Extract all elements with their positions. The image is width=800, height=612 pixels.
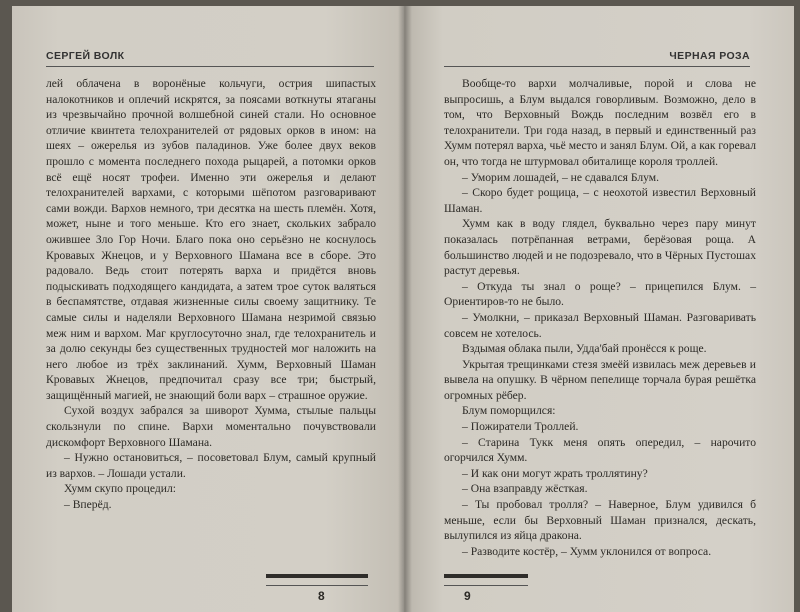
paragraph: – Скоро будет рощица, – с неохотой известил Верховный Шаман. <box>444 186 756 215</box>
paragraph: – Разводите костёр, – Хумм уклонился от вопроса. <box>462 544 712 558</box>
paragraph: Сухой воздух забрался за шиворот Хумма, стылые пальцы скользнули по спине. Вархи моментально почувствовали дискомфорт Верховного Шамана. <box>46 404 376 449</box>
paragraph: Вздымая облака пыли, Удда'бай пронёсся к роще. <box>462 342 707 356</box>
left-page <box>12 6 404 612</box>
paragraph: Укрытая трещинками стезя змеёй извилась меж деревьев и вывела на опушку. В чёрном пепелище торчала бурая решётка огромных рёбер. <box>444 357 756 402</box>
paragraph: Хумм скупо процедил: <box>64 482 176 496</box>
right-page <box>404 6 794 612</box>
footer-bar <box>266 574 368 578</box>
footer-rule <box>444 585 528 586</box>
book-gutter <box>398 6 412 612</box>
paragraph: – Она взаправду жёсткая. <box>462 482 588 496</box>
page-number: 8 <box>318 589 325 603</box>
paragraph: Блум поморщился: <box>462 404 556 418</box>
footer-rule <box>266 585 368 586</box>
page-number: 9 <box>464 589 471 603</box>
paragraph: Вообще-то вархи молчаливые, порой и слова не выпросишь, а Блум выдался говорливым. Возможно, дело в том, что Верховный Вождь последним возвёл его в телохранители. Три года назад, в первый и единственный раз Хумм потерял варха, чьё место и занял Блум. Ой, а как горевал он, что тогда не штурмовал обиталище короля троллей. <box>444 77 756 168</box>
running-header-author: СЕРГЕЙ ВОЛК <box>46 50 125 62</box>
paragraph: – И как они могут жрать троллятину? <box>462 466 648 480</box>
paragraph: – Нужно остановиться, – посоветовал Блум, самый крупный из вархов. – Лошади устали. <box>46 451 376 480</box>
paragraph: – Уморим лошадей, – не сдавался Блум. <box>462 170 659 184</box>
header-rule <box>46 66 374 67</box>
paragraph: Хумм как в воду глядел, буквально через пару минут показалась потрёпанная ветрами, берёзовая роща. А большинство людей и не подозревало, что в Чёрных Пустошах растут деревья. <box>444 217 756 278</box>
header-rule <box>444 66 750 67</box>
right-page-text <box>444 76 756 559</box>
paragraph: – Откуда ты знал о роще? – прицепился Блум. – Ориентиров-то не было. <box>444 279 756 309</box>
paragraph: – Вперёд. <box>64 498 112 512</box>
footer-bar <box>444 574 528 578</box>
paragraph: – Пожиратели Троллей. <box>462 420 579 434</box>
paragraph: лей облачена в воронёные кольчуги, острия шипастых налокотников и оплечий искрятся, за поясами воткнуты ятаганы из чрезвычайно прочной волшебной синей стали. Но основное отличие квинтета телохранителей от рядовых орков в ином: на шеях – ожерелья из зубов паладинов. Уже более двух веков прошло с момента последнего похода рыцарей, а потомки орков всё ещё носят трофеи. Именно эти ожерелья и делают телохранителей вархами, с которыми шёпотом разговаривают сами вожди. Вархов немного, три десятка на шесть племён. Хотя, может, ныне и того меньше. Кто его знает, скольких забрало ожившее Зло Гор Ночи. Благо пока оно серьёзно не коснулось Кровавых Жнецов, и у Верховного Шамана все в сборе. Это радовало. Ведь стоит потерять варха и придётся вновь подыскивать подходящего кандидата, а затем трое суток валяться в беспамятстве, отдавая жизненные силы своему защитнику. Те самые силы и наделяли Верховного Шамана незримой связью меж ним и вархом. Маг круглосуточно знал, где телохранитель и за долю секунды без существенных трудностей мог наложить на него любое из трёх заклинаний. Хумм, Верховный Шаман Кровавых Жнецов, предпочитал сразу все три; быстрый, защищённый магией, не знающий боли варх – страшное оружие. <box>46 77 376 402</box>
running-header-title: ЧЕРНАЯ РОЗА <box>669 50 750 62</box>
left-page-text <box>46 76 376 513</box>
paragraph: – Ты пробовал тролля? – Наверное, Блум удивился б меньше, если бы Верховный Шаман признался, дескать, вылупился из яйца дракона. <box>444 498 756 543</box>
paragraph: – Умолкни, – приказал Верховный Шаман. Разговаривать совсем не хотелось. <box>444 310 756 340</box>
paragraph: – Старина Тукк меня опять опередил, – нарочито огорчился Хумм. <box>444 435 756 465</box>
